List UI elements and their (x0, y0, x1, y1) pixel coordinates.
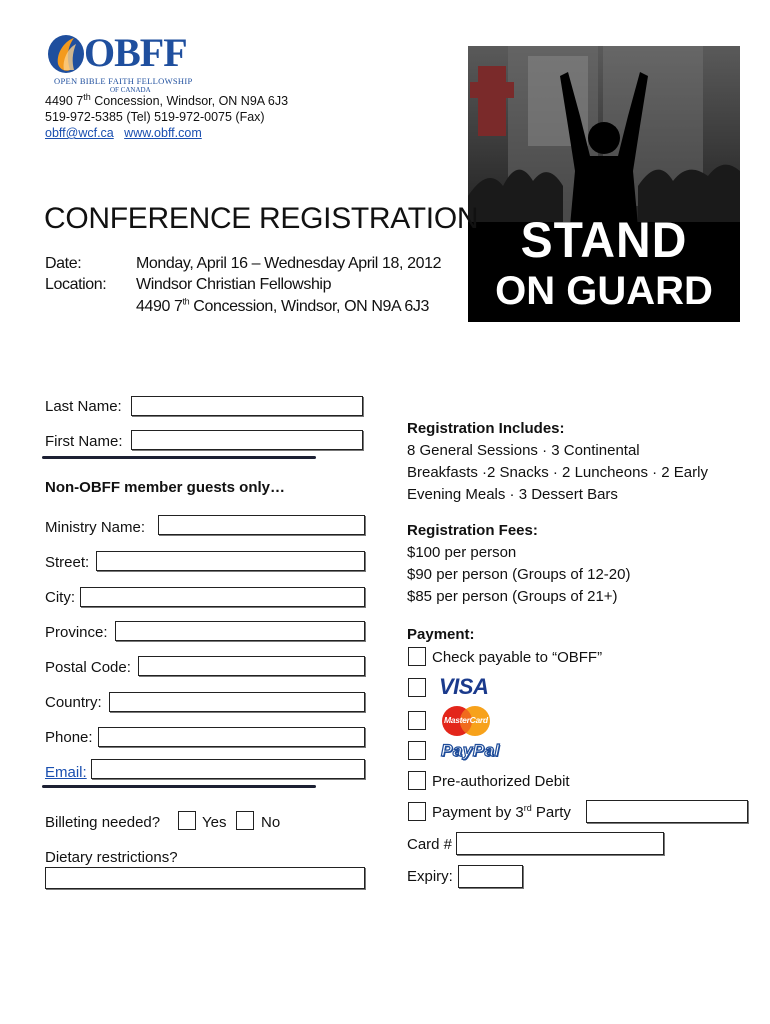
includes-line1: 8 General Sessions · 3 Continental (407, 442, 640, 459)
debit-checkbox[interactable] (408, 771, 426, 790)
fees-line2: $90 per person (Groups of 12-20) (407, 566, 631, 583)
third-party-sup: rd (523, 803, 532, 813)
billeting-no-label: No (261, 814, 281, 831)
logo-text: OBFF (84, 30, 187, 75)
billeting-yes-checkbox[interactable] (178, 811, 196, 830)
last-name-label: Last Name: (45, 398, 122, 415)
org-phones: 519-972-5385 (Tel) 519-972-0075 (Fax) (45, 110, 265, 124)
third-party-checkbox[interactable] (408, 802, 426, 821)
page-title: CONFERENCE REGISTRATION (44, 202, 479, 235)
third-party-pre: Payment by 3 (432, 804, 524, 821)
street-label: Street: (45, 554, 90, 571)
separator-rule-2 (42, 785, 316, 788)
cheque-label: Check payable to “OBFF” (432, 649, 603, 666)
dietary-input[interactable] (45, 867, 365, 889)
email-link[interactable]: obff@wcf.ca (45, 126, 114, 140)
billeting-no-checkbox[interactable] (236, 811, 254, 830)
fees-line1: $100 per person (407, 544, 517, 561)
mastercard-text: MasterCard (444, 715, 488, 725)
city-input[interactable] (80, 587, 365, 607)
location-value: Windsor Christian Fellowship (136, 276, 332, 293)
poster-line2: ON GUARD (495, 269, 713, 313)
email-input[interactable] (91, 759, 365, 779)
expiry-label: Expiry: (407, 868, 453, 885)
address-sup: th (83, 91, 91, 102)
ministry-input[interactable] (158, 515, 365, 535)
website-link[interactable]: www.obff.com (124, 126, 202, 140)
includes-line2: Breakfasts ·2 Snacks · 2 Luncheons · 2 Early (407, 464, 708, 481)
payment-heading: Payment: (407, 626, 475, 643)
card-number-label: Card # (407, 836, 453, 853)
poster-line1: STAND (520, 212, 688, 269)
location-street: 4490 7 (136, 298, 183, 315)
logo-subtitle: OPEN BIBLE FAITH FELLOWSHIP (54, 76, 193, 86)
third-party-label (432, 804, 571, 822)
fees-line3: $85 per person (Groups of 21+) (407, 588, 618, 605)
date-value: Monday, April 16 – Wednesday April 18, 2012 (136, 255, 442, 272)
paypal-checkbox[interactable] (408, 741, 426, 760)
date-label: Date: (45, 255, 82, 272)
location-address (136, 298, 429, 316)
last-name-input[interactable] (131, 396, 363, 416)
third-party-post: Party (531, 804, 571, 821)
third-party-input[interactable] (586, 800, 748, 823)
dietary-label: Dietary restrictions? (45, 849, 178, 866)
country-label: Country: (45, 694, 102, 711)
street-input[interactable] (96, 551, 365, 571)
expiry-input[interactable] (458, 865, 523, 888)
org-address (45, 91, 289, 109)
location-city: Concession, Windsor, ON N9A 6J3 (189, 298, 430, 315)
billeting-yes-label: Yes (202, 814, 227, 831)
first-name-label: First Name: (45, 433, 123, 450)
includes-heading: Registration Includes: (407, 420, 565, 437)
mastercard-checkbox[interactable] (408, 711, 426, 730)
postal-code-input[interactable] (138, 656, 365, 676)
email-label: Email: (45, 764, 87, 781)
paypal-logo: PayPal (441, 741, 500, 760)
stand-on-guard-poster (468, 46, 740, 322)
location-label: Location: (45, 276, 107, 293)
country-input[interactable] (109, 692, 365, 712)
fees-heading: Registration Fees: (407, 522, 538, 539)
address-street: 4490 7 (45, 94, 84, 108)
ministry-label: Ministry Name: (45, 519, 146, 536)
visa-logo: VISA (439, 674, 489, 699)
visa-checkbox[interactable] (408, 678, 426, 697)
first-name-input[interactable] (131, 430, 363, 450)
card-number-input[interactable] (456, 832, 664, 855)
separator-rule (42, 456, 316, 459)
billeting-label: Billeting needed? (45, 814, 161, 831)
cheque-checkbox[interactable] (408, 647, 426, 666)
mastercard-logo (441, 705, 491, 737)
org-links (45, 126, 202, 141)
province-input[interactable] (115, 621, 365, 641)
city-label: City: (45, 589, 75, 606)
obff-logo (44, 30, 194, 94)
postal-code-label: Postal Code: (45, 659, 131, 676)
phone-input[interactable] (98, 727, 365, 747)
guests-heading: Non-OBFF member guests only… (45, 479, 286, 496)
includes-line3: Evening Meals · 3 Dessert Bars (407, 486, 618, 503)
address-city: Concession, Windsor, ON N9A 6J3 (90, 94, 289, 108)
province-label: Province: (45, 624, 108, 641)
debit-label: Pre-authorized Debit (432, 773, 570, 790)
location-sup: th (182, 296, 190, 307)
logo-subtitle-2: OF CANADA (110, 86, 151, 94)
phone-label: Phone: (45, 729, 93, 746)
